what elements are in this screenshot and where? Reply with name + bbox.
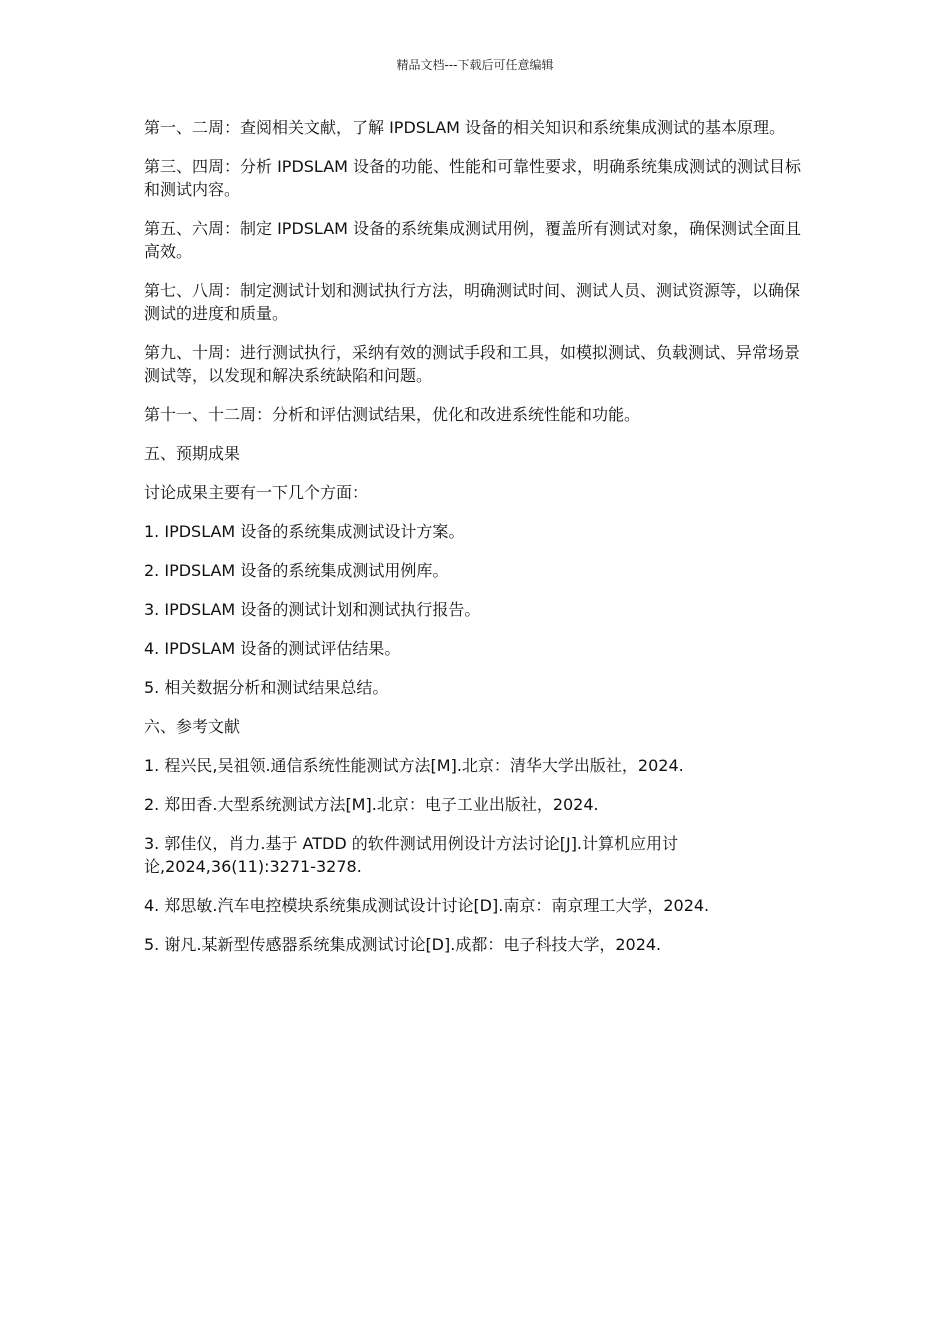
result-item-5: 5. 相关数据分析和测试结果总结。 <box>144 678 389 697</box>
result-item-2: 2. IPDSLAM 设备的系统集成测试用例库。 <box>144 561 449 580</box>
reference-item-5: 5. 谢凡.某新型传感器系统集成测试讨论[D].成都：电子科技大学，2024. <box>144 935 662 954</box>
reference-item-1: 1. 程兴民,吴祖领.通信系统性能测试方法[M].北京：清华大学出版社，2024. <box>144 756 684 775</box>
reference-item-2: 2. 郑田香.大型系统测试方法[M].北京：电子工业出版社，2024. <box>144 795 599 814</box>
schedule-week-7-8: 第七、八周：制定测试计划和测试执行方法，明确测试时间、测试人员、测试资源等，以确保测试的进度和质量。 <box>144 281 801 323</box>
schedule-week-9-10: 第九、十周：进行测试执行，采纳有效的测试手段和工具，如模拟测试、负载测试、异常场景测试等，以发现和解决系统缺陷和问题。 <box>144 343 801 385</box>
schedule-week-5-6: 第五、六周：制定 IPDSLAM 设备的系统集成测试用例，覆盖所有测试对象，确保测试全面且高效。 <box>144 219 802 261</box>
results-intro: 讨论成果主要有一下几个方面： <box>144 483 369 502</box>
schedule-week-1-2: 第一、二周：查阅相关文献，了解 IPDSLAM 设备的相关知识和系统集成测试的基本原理。 <box>144 118 786 137</box>
schedule-week-11-12: 第十一、十二周：分析和评估测试结果，优化和改进系统性能和功能。 <box>144 405 641 424</box>
reference-item-3: 3. 郭佳仪，肖力.基于 ATDD 的软件测试用例设计方法讨论[J].计算机应用讨论,2024,36(11):3271-3278. <box>144 834 679 876</box>
section-heading-references: 六、参考文献 <box>144 717 241 736</box>
reference-item-4: 4. 郑思敏.汽车电控模块系统集成测试设计讨论[D].南京：南京理工大学，2024. <box>144 896 710 915</box>
schedule-week-3-4: 第三、四周：分析 IPDSLAM 设备的功能、性能和可靠性要求，明确系统集成测试的测试目标和测试内容。 <box>144 157 802 199</box>
result-item-3: 3. IPDSLAM 设备的测试计划和测试执行报告。 <box>144 600 481 619</box>
result-item-1: 1. IPDSLAM 设备的系统集成测试设计方案。 <box>144 522 465 541</box>
page-header: 精品文档---下载后可任意编辑 <box>396 58 554 72</box>
result-item-4: 4. IPDSLAM 设备的测试评估结果。 <box>144 639 401 658</box>
document-body <box>144 116 808 972</box>
section-heading-expected-results: 五、预期成果 <box>144 444 241 463</box>
